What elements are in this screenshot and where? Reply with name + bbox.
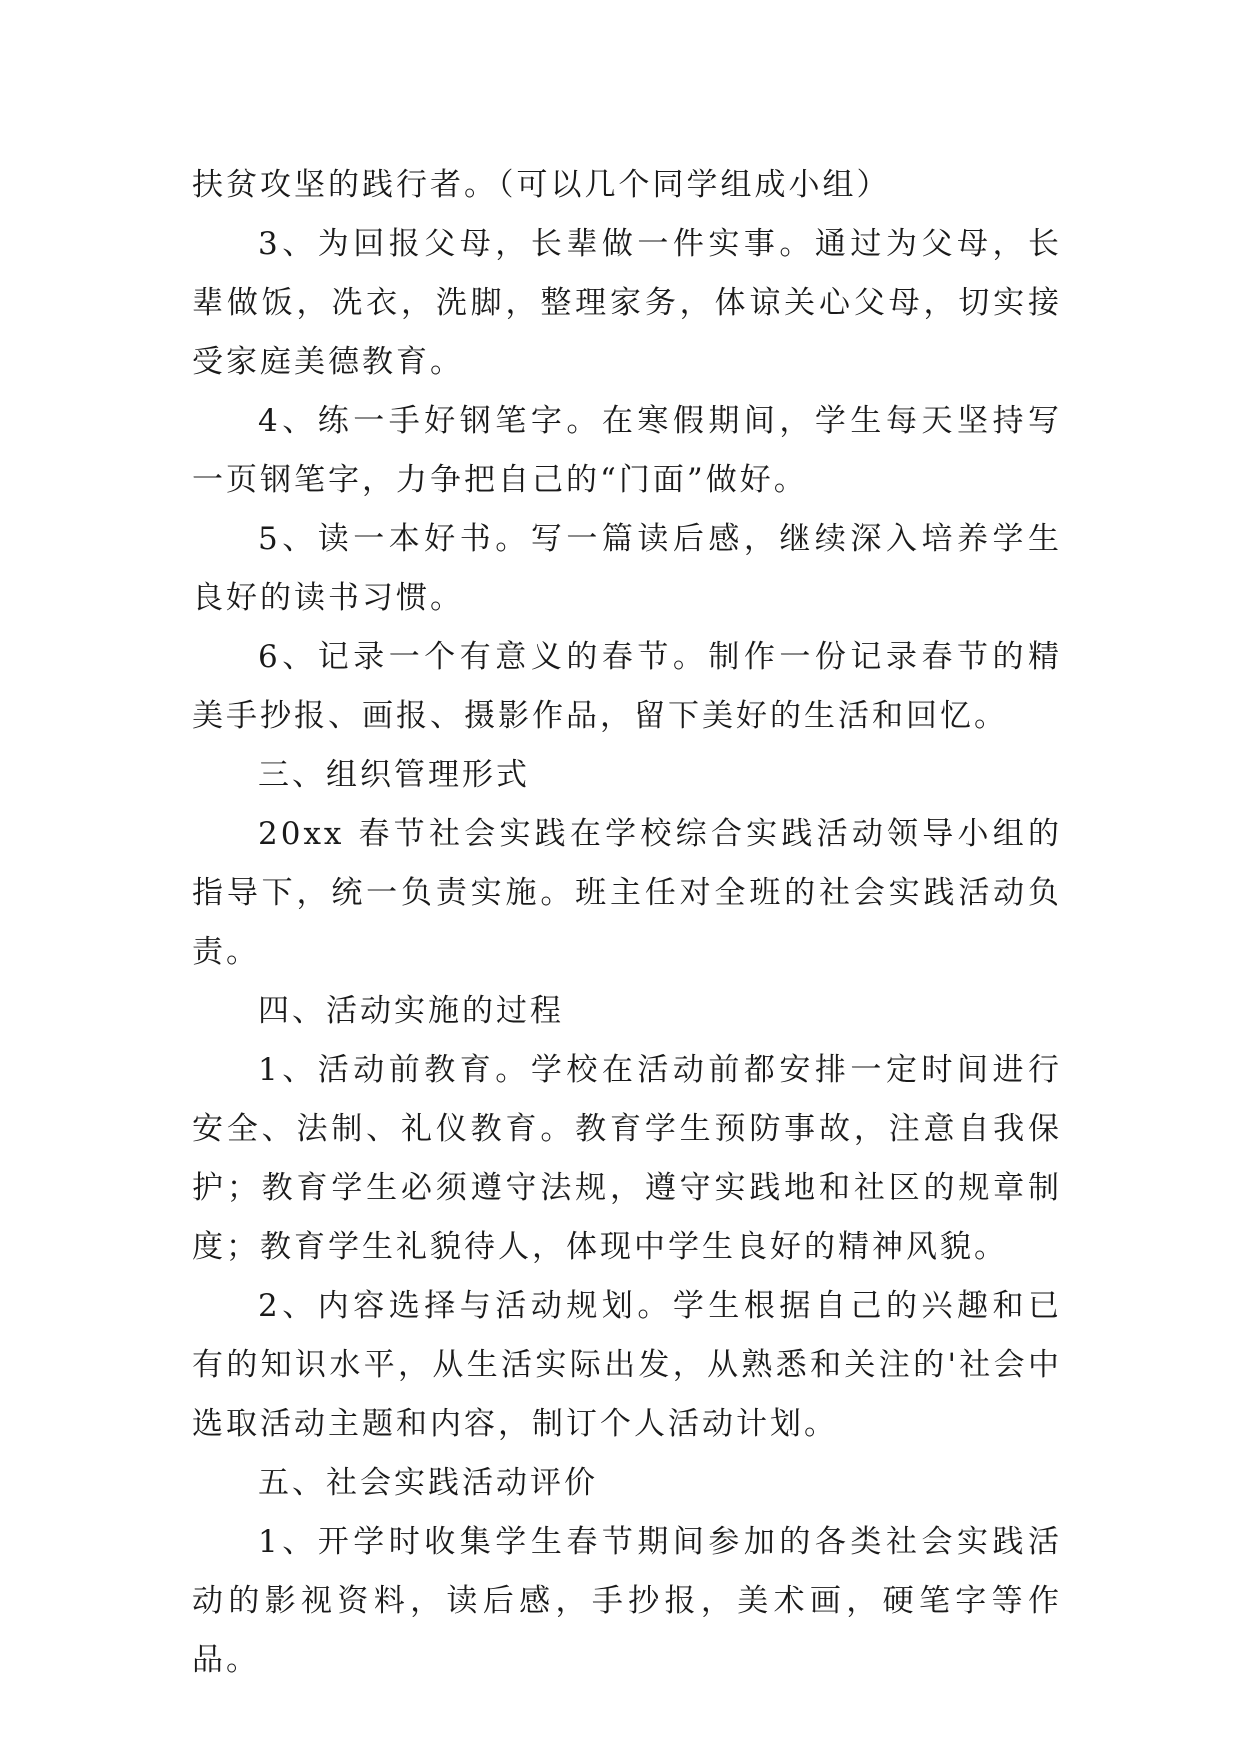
paragraph-evaluation-1: 1、开学时收集学生春节期间参加的各类社会实践活动的影视资料，读后感，手抄报，美术画，硬笔字等作品。	[192, 1524, 1062, 1678]
paragraph-item-4: 4、练一手好钢笔字。在寒假期间，学生每天坚持写一页钢笔字，力争把自己的“门面”做好。	[192, 403, 1062, 498]
paragraph-item-6: 6、记录一个有意义的春节。制作一份记录春节的精美手抄报、画报、摄影作品，留下美好的生活和回忆。	[192, 639, 1062, 734]
paragraph-item-5: 5、读一本好书。写一篇读后感，继续深入培养学生良好的读书习惯。	[192, 521, 1062, 616]
section-heading-3: 三、组织管理形式	[258, 757, 530, 793]
paragraph-process-1: 1、活动前教育。学校在活动前都安排一定时间进行安全、法制、礼仪教育。教育学生预防事故，注意自我保护；教育学生必须遵守法规，遵守实践地和社区的规章制度；教育学生礼貌待人，体现中学生良好的精神风貌。	[192, 1052, 1062, 1265]
paragraph-process-2: 2、内容选择与活动规划。学生根据自己的兴趣和已有的知识水平，从生活实际出发，从熟悉和关注的'社会中选取活动主题和内容，制订个人活动计划。	[192, 1288, 1062, 1442]
section-heading-4: 四、活动实施的过程	[258, 993, 564, 1029]
document-body	[192, 156, 1062, 1690]
paragraph-continuation: 扶贫攻坚的践行者。（可以几个同学组成小组）	[192, 167, 891, 203]
section-heading-5: 五、社会实践活动评价	[258, 1465, 598, 1501]
paragraph-organization: 20xx 春节社会实践在学校综合实践活动领导小组的指导下，统一负责实施。班主任对全班的社会实践活动负责。	[192, 816, 1062, 970]
paragraph-item-3: 3、为回报父母，长辈做一件实事。通过为父母，长辈做饭，冼衣，洗脚，整理家务，体谅关心父母，切实接受家庭美德教育。	[192, 226, 1062, 380]
